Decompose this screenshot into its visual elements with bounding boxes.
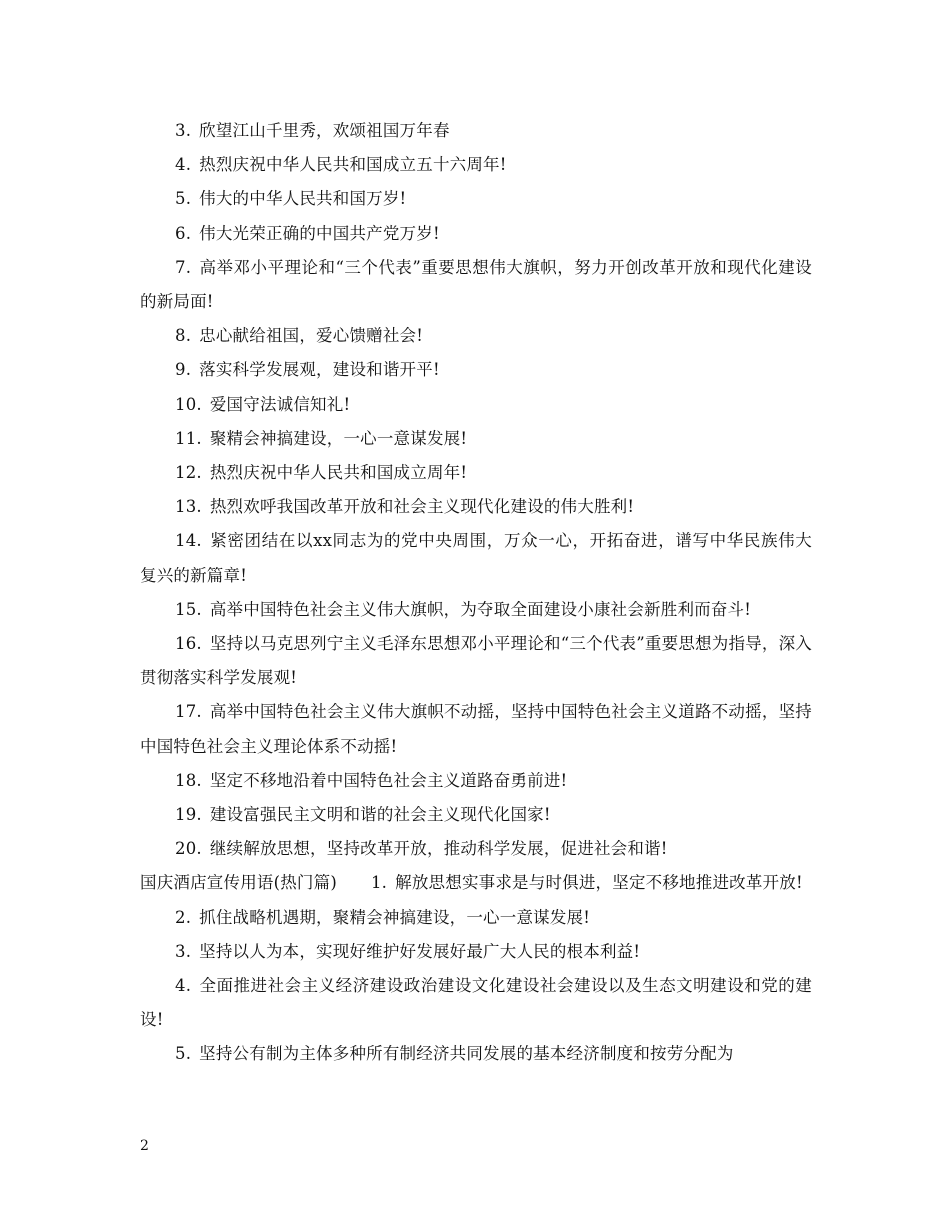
list-item: 3. 欣望江山千里秀，欢颂祖国万年春 <box>175 121 450 140</box>
list-item: 15. 高举中国特色社会主义伟大旗帜，为夺取全面建设小康社会新胜利而奋斗! <box>175 599 752 619</box>
page-number: 2 <box>140 1138 149 1154</box>
list-item: 9. 落实科学发展观，建设和谐开平! <box>175 360 440 380</box>
list-item: 17. 高举中国特色社会主义伟大旗帜不动摇，坚持中国特色社会主义道路不动摇，坚持中国特色社会主义理论体系不动摇! <box>140 702 812 756</box>
list-item: 7. 高举邓小平理论和“三个代表”重要思想伟大旗帜，努力开创改革开放和现代化建设的新局面! <box>140 257 812 312</box>
section-heading-paragraph: 国庆酒店宣传用语(热门篇) 1. 解放思想实事求是与时俱进，坚定不移地推进改革开放! <box>140 873 803 893</box>
list-item: 5. 伟大的中华人民共和国万岁! <box>175 189 407 209</box>
list-item: 6. 伟大光荣正确的中国共产党万岁! <box>175 223 440 243</box>
list-item: 13. 热烈欢呼我国改革开放和社会主义现代化建设的伟大胜利! <box>175 497 635 517</box>
list-item: 11. 聚精会神搞建设，一心一意谋发展! <box>175 428 468 448</box>
list-item: 18. 坚定不移地沿着中国特色社会主义道路奋勇前进! <box>175 770 568 790</box>
list-item: 12. 热烈庆祝中华人民共和国成立周年! <box>175 463 468 483</box>
section-heading: 国庆酒店宣传用语(热门篇) <box>140 873 337 893</box>
list-item: 4. 全面推进社会主义经济建设政治建设文化建设社会建设以及生态文明建设和党的建设! <box>140 976 812 1030</box>
list-item: 3. 坚持以人为本，实现好维护好发展好最广大人民的根本利益! <box>175 941 641 961</box>
list-item: 20. 继续解放思想，坚持改革开放，推动科学发展，促进社会和谐! <box>175 839 668 859</box>
list-item: 19. 建设富强民主文明和谐的社会主义现代化国家! <box>175 805 551 825</box>
list-item: 16. 坚持以马克思列宁主义毛泽东思想邓小平理论和“三个代表”重要思想为指导，深入贯彻落实科学发展观! <box>140 634 812 688</box>
document-body <box>140 114 812 1072</box>
list-item: 4. 热烈庆祝中华人民共和国成立五十六周年! <box>175 155 507 175</box>
list-item: 10. 爱国守法诚信知礼! <box>175 394 351 414</box>
list-item: 14. 紧密团结在以xx同志为的党中央周围，万众一心，开拓奋进，谱写中华民族伟大复兴的新篇章! <box>140 531 812 585</box>
list-item: 8. 忠心献给祖国，爱心馈赠社会! <box>175 326 424 346</box>
list-item: 5. 坚持公有制为主体多种所有制经济共同发展的基本经济制度和按劳分配为 <box>175 1044 734 1064</box>
list-item: 2. 抓住战略机遇期，聚精会神搞建设，一心一意谋发展! <box>175 907 591 927</box>
